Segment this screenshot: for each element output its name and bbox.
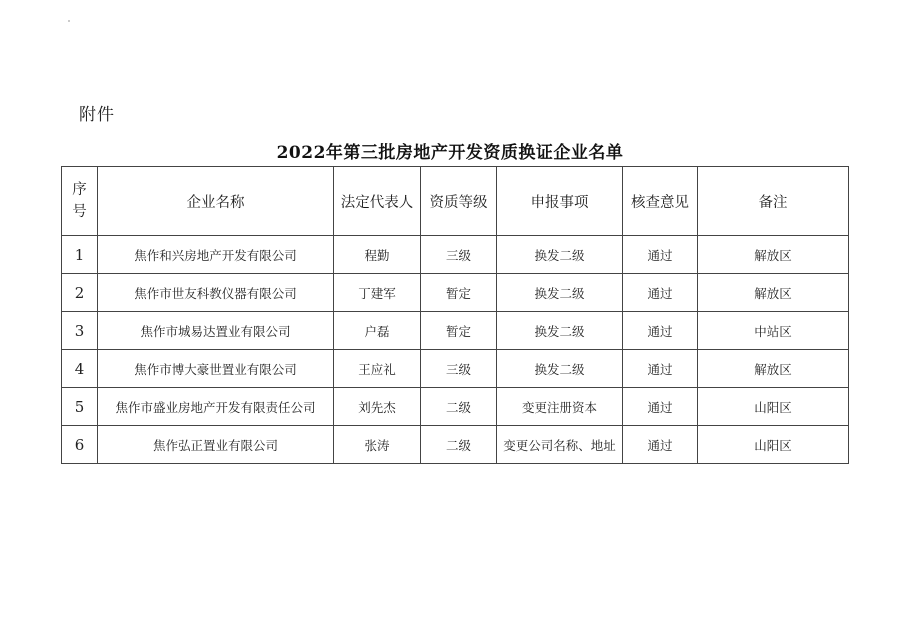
cell-index: 4 — [62, 350, 98, 388]
table-row — [62, 426, 849, 464]
cell-remark: 中站区 — [698, 312, 849, 350]
attachment-label: 附件 — [79, 105, 115, 125]
header-company: 企业名称 — [98, 167, 334, 236]
header-review: 核查意见 — [623, 167, 698, 236]
cell-company: 焦作市世友科教仪器有限公司 — [98, 274, 334, 312]
cell-matter: 换发二级 — [497, 312, 623, 350]
cell-review: 通过 — [623, 312, 698, 350]
cell-review: 通过 — [623, 350, 698, 388]
cell-matter: 换发二级 — [497, 236, 623, 274]
scan-speck — [68, 20, 70, 22]
header-index — [62, 167, 98, 236]
cell-review: 通过 — [623, 426, 698, 464]
cell-company: 焦作市城易达置业有限公司 — [98, 312, 334, 350]
cell-company: 焦作和兴房地产开发有限公司 — [98, 236, 334, 274]
cell-grade: 暂定 — [421, 312, 497, 350]
cell-remark: 解放区 — [698, 350, 849, 388]
cell-legal-rep: 丁建军 — [334, 274, 421, 312]
header-remark: 备注 — [698, 167, 849, 236]
cell-review: 通过 — [623, 274, 698, 312]
header-legal-rep: 法定代表人 — [334, 167, 421, 236]
cell-company: 焦作市博大豪世置业有限公司 — [98, 350, 334, 388]
table-row — [62, 236, 849, 274]
cell-review: 通过 — [623, 236, 698, 274]
table-header-row — [62, 167, 849, 236]
cell-remark: 山阳区 — [698, 388, 849, 426]
cell-index: 6 — [62, 426, 98, 464]
document-title: 2022年第三批房地产开发资质换证企业名单 — [276, 143, 624, 163]
cell-grade: 暂定 — [421, 274, 497, 312]
cell-index: 1 — [62, 236, 98, 274]
cell-index: 5 — [62, 388, 98, 426]
header-matter: 申报事项 — [497, 167, 623, 236]
cell-grade: 三级 — [421, 350, 497, 388]
cell-remark: 解放区 — [698, 236, 849, 274]
cell-grade: 二级 — [421, 388, 497, 426]
cell-company: 焦作市盛业房地产开发有限责任公司 — [98, 388, 334, 426]
cell-legal-rep: 王应礼 — [334, 350, 421, 388]
cell-remark: 解放区 — [698, 274, 849, 312]
table-row — [62, 274, 849, 312]
table-row — [62, 388, 849, 426]
cell-index: 2 — [62, 274, 98, 312]
cell-legal-rep: 户磊 — [334, 312, 421, 350]
cell-matter: 换发二级 — [497, 350, 623, 388]
header-index-line2: 号 — [72, 204, 87, 220]
cell-grade: 三级 — [421, 236, 497, 274]
cell-grade: 二级 — [421, 426, 497, 464]
cell-legal-rep: 刘先杰 — [334, 388, 421, 426]
cell-matter: 变更公司名称、地址 — [497, 426, 623, 464]
cell-index: 3 — [62, 312, 98, 350]
cell-review: 通过 — [623, 388, 698, 426]
cell-company: 焦作弘正置业有限公司 — [98, 426, 334, 464]
header-grade: 资质等级 — [421, 167, 497, 236]
cell-legal-rep: 程勤 — [334, 236, 421, 274]
header-index-line1: 序 — [72, 182, 87, 198]
table-row — [62, 312, 849, 350]
cell-legal-rep: 张涛 — [334, 426, 421, 464]
cell-remark: 山阳区 — [698, 426, 849, 464]
table-row — [62, 350, 849, 388]
cell-matter: 变更注册资本 — [497, 388, 623, 426]
cell-matter: 换发二级 — [497, 274, 623, 312]
company-roster-table — [61, 166, 849, 464]
